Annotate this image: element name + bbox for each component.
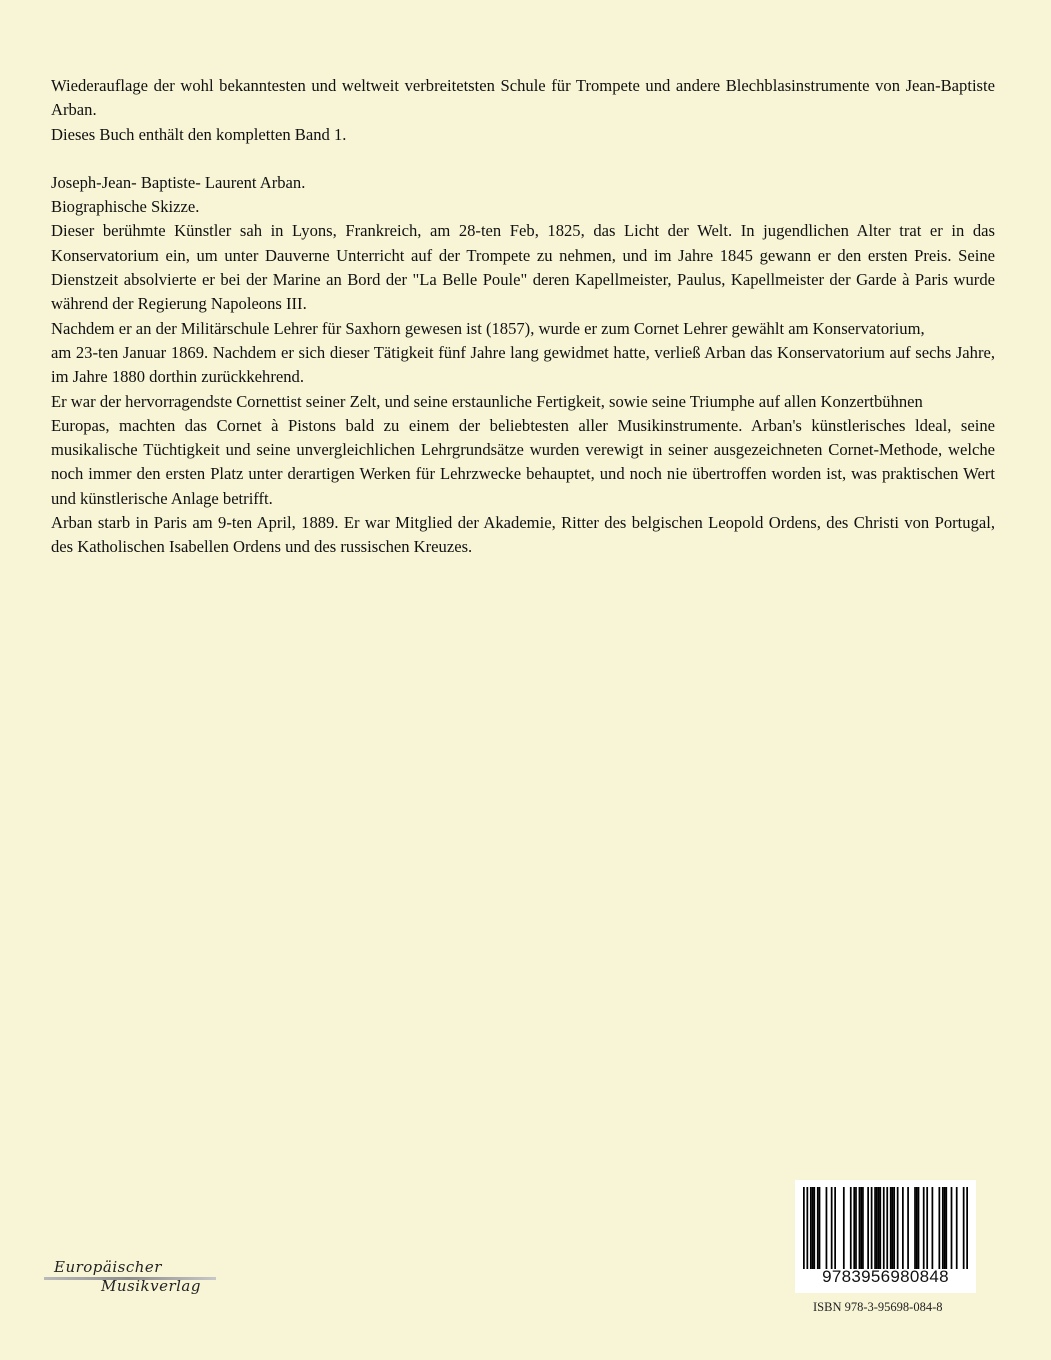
- barcode-bar: [862, 1187, 864, 1269]
- barcode-bar: [860, 1187, 862, 1269]
- barcode-bar: [876, 1187, 878, 1269]
- barcode-bar: [878, 1187, 880, 1269]
- barcode-bar: [853, 1187, 855, 1269]
- barcode-bar: [812, 1187, 814, 1269]
- barcode-bar: [951, 1187, 953, 1269]
- barcode-bars: [803, 1187, 968, 1269]
- barcode-bar: [963, 1187, 965, 1269]
- barcode-bar: [843, 1187, 845, 1269]
- barcode-bar: [892, 1187, 894, 1269]
- barcode-bar: [902, 1187, 904, 1269]
- barcode-bar: [855, 1187, 857, 1269]
- barcode-bar: [897, 1187, 899, 1269]
- barcode-bar: [879, 1187, 881, 1269]
- back-cover-text: [51, 74, 995, 560]
- barcode-bar: [883, 1187, 885, 1269]
- logo-text-line2: Musikverlag: [101, 1277, 201, 1295]
- barcode-bar: [945, 1187, 947, 1269]
- bio-paragraph-1: Dieser berühmte Künstler sah in Lyons, Frankreich, am 28-ten Feb, 1825, das Licht der Welt. In jugendlichen Alter trat er in das Konservatorium ein, um unter Dauverne Unterricht auf der Trompete zu nehmen, und im Jahre 1845 gewann er den ersten Preis. Seine Dienstzeit absolvierte er bei der Marine an Bord der "La Belle Poule" deren Kapellmeister, Paulus, Kapellmeister der Garde à Paris wurde während der Regierung Napoleons III.: [51, 221, 995, 314]
- barcode-bar: [916, 1187, 918, 1269]
- barcode-bar: [942, 1187, 944, 1269]
- barcode-bar: [850, 1187, 852, 1269]
- barcode-bar: [803, 1187, 805, 1269]
- barcode-bar: [918, 1187, 920, 1269]
- barcode-bar: [806, 1187, 808, 1269]
- bio-paragraph-2: Nachdem er an der Militärschule Lehrer für Saxhorn gewesen ist (1857), wurde er zum Cornet Lehrer gewählt am Konservatorium,: [51, 318, 925, 338]
- barcode-bar: [956, 1187, 958, 1269]
- bio-paragraph-3: am 23-ten Januar 1869. Nachdem er sich dieser Tätigkeit fünf Jahre lang gewidmet hatte, verließ Arban das Konservatorium auf sechs Jahre, im Jahre 1880 dorthin zurückkehrend.: [51, 342, 995, 387]
- barcode-bar: [810, 1187, 812, 1269]
- barcode-bar: [944, 1187, 946, 1269]
- barcode-bar: [932, 1187, 934, 1269]
- bio-subtitle: Biographische Skizze.: [51, 197, 200, 217]
- bio-paragraph-6: Arban starb in Paris am 9-ten April, 1889. Er war Mitglied der Akademie, Ritter des belgischen Leopold Ordens, des Christi von Portugal, des Katholischen Isabellen Ordens und des russischen Kreuzes.: [51, 513, 995, 557]
- isbn-label: ISBN 978-3-95698-084-8: [813, 1300, 943, 1314]
- barcode-bar: [826, 1187, 828, 1269]
- intro-text: Wiederauflage der wohl bekanntesten und weltweit verbreitetsten Schule für Trompete und andere Blechblasinstrumente von Jean-Baptiste Arban.: [51, 76, 995, 120]
- barcode-bar: [890, 1187, 892, 1269]
- barcode-bar: [819, 1187, 821, 1269]
- barcode-number: 9783956980848: [822, 1267, 949, 1286]
- barcode-bar: [966, 1187, 968, 1269]
- logo-text-line1: Europäischer: [54, 1258, 162, 1276]
- barcode-bar: [859, 1187, 861, 1269]
- barcode-bar: [831, 1187, 833, 1269]
- barcode-bar: [871, 1187, 873, 1269]
- bio-paragraph-4: Er war der hervorragendste Cornettist seiner Zelt, und seine erstaunliche Fertigkeit, sowie seine Triumphe auf allen Konzertbühnen: [51, 391, 923, 411]
- barcode-bar: [893, 1187, 895, 1269]
- barcode-bar: [907, 1187, 909, 1269]
- intro-volume-note: Dieses Buch enthält den kompletten Band 1.: [51, 124, 347, 144]
- barcode-bar: [834, 1187, 836, 1269]
- bio-paragraph-5: Europas, machten das Cornet à Pistons bald zu einem der beliebtesten aller Musikinstrumente. Arban's künstlerisches ldeal, seine musikalische Tüchtigkeit und seine unvergleichlichen Lehrgrundsätze wurden verewigt in seiner ausgezeichneten Cornet-Methode, welche noch immer den ersten Platz unter derartigen Werken für Lehrzwecke behauptet, und noch nie übertroffen worden ist, was praktischen Wert und künstlerische Anlage betrifft.: [51, 415, 995, 508]
- barcode-bar: [874, 1187, 876, 1269]
- barcode-bar: [817, 1187, 819, 1269]
- barcode-bar: [938, 1187, 940, 1269]
- publisher-logo: [44, 1255, 219, 1301]
- bio-name: Joseph-Jean- Baptiste- Laurent Arban.: [51, 172, 306, 192]
- barcode-bar: [886, 1187, 888, 1269]
- paragraph-spacer: [51, 147, 995, 171]
- barcode-bar: [926, 1187, 928, 1269]
- barcode-bar: [813, 1187, 815, 1269]
- barcode-bar: [867, 1187, 869, 1269]
- barcode: [795, 1180, 976, 1293]
- barcode-bar: [923, 1187, 925, 1269]
- barcode-bar: [914, 1187, 916, 1269]
